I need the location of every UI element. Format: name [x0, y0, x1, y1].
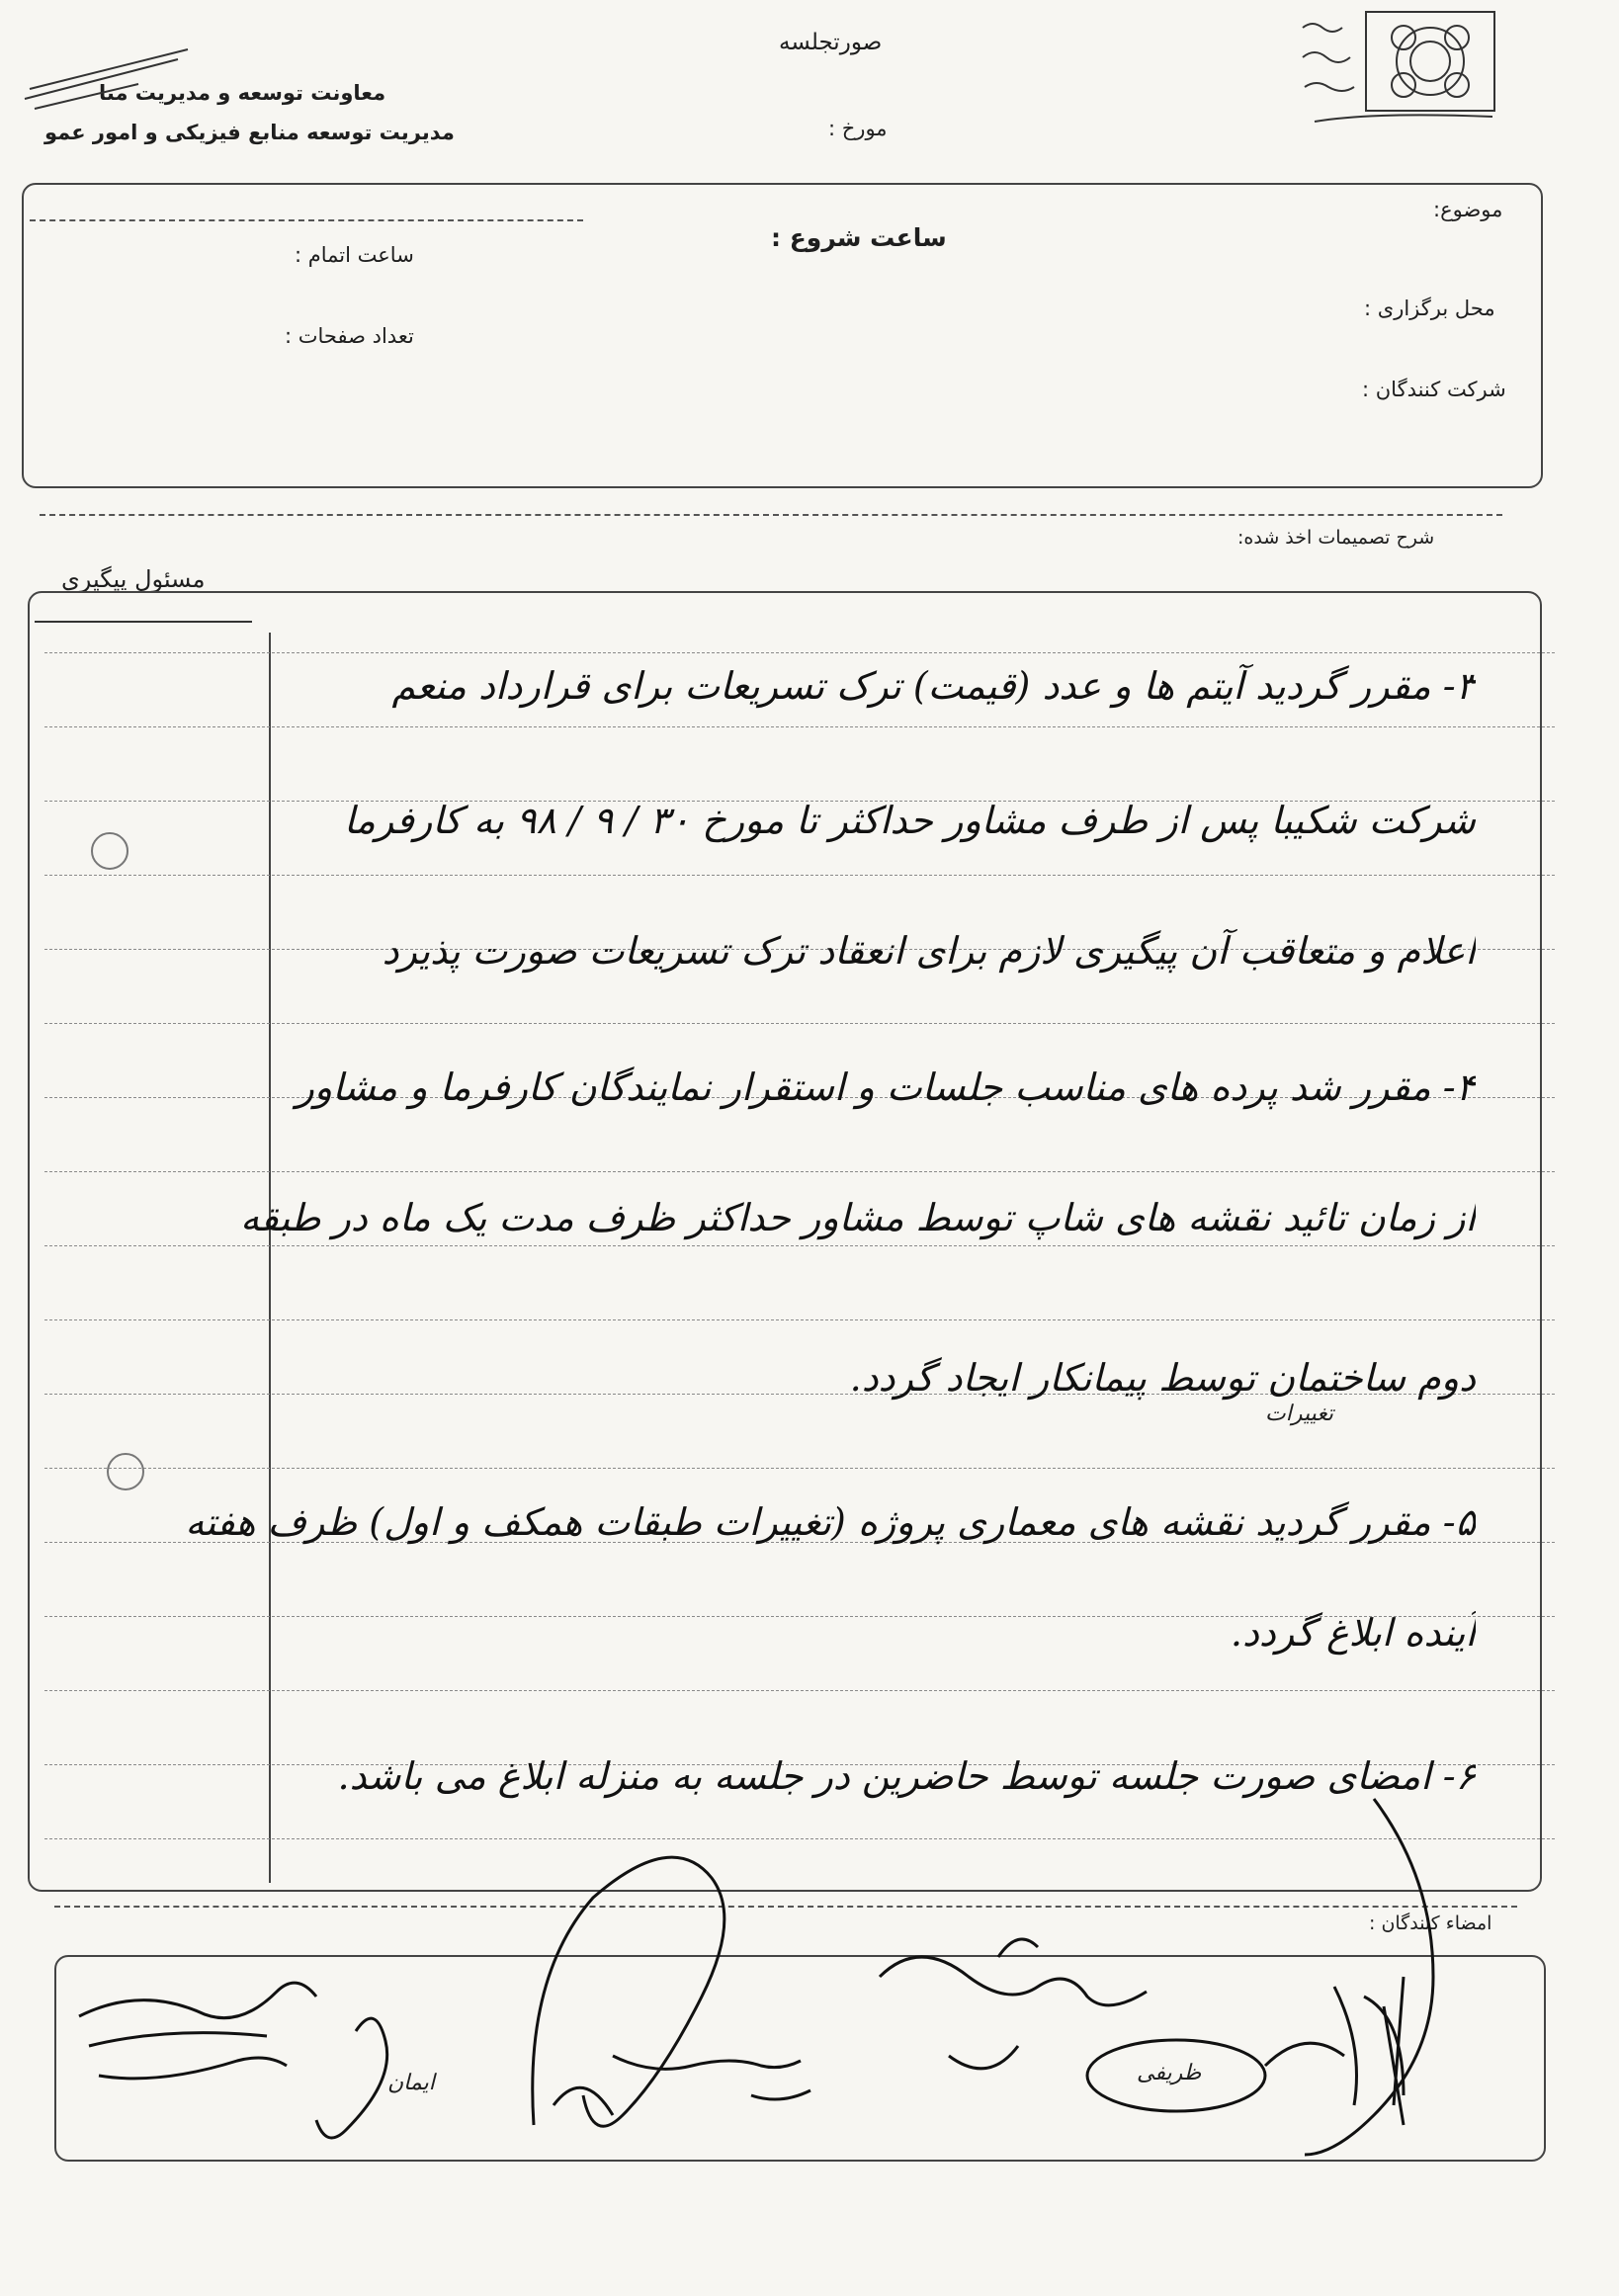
responsible-label: مسئول پیگیری	[61, 565, 206, 593]
decision-line: ۵- مقرر گردید نقشه های معماری پروژه (تغییرات طبقات همکف و اول) ظرف هفته	[185, 1500, 1476, 1544]
logo	[1295, 8, 1512, 136]
decision-line: اعلام و متعاقب آن پیگیری لازم برای انعقاد ترک تسریعات صورت پذیرد	[382, 929, 1476, 973]
decision-line: ۶- امضای صورت جلسه توسط حاضرین در جلسه به منزله ابلاغ می باشد.	[337, 1754, 1476, 1798]
start-time-label: ساعت شروع :	[771, 223, 947, 252]
decisions-box	[28, 591, 1542, 1892]
org-line-1: معاونت توسعه و مدیریت منا	[99, 81, 386, 105]
date-label: مورخ :	[828, 117, 888, 140]
decision-line: ۳- مقرر گردید آیتم ها و عدد (قیمت) ترک تسریعات برای قرارداد منعم	[391, 664, 1476, 708]
signature-name: ایمان	[387, 2071, 435, 2095]
subject-label: موضوع:	[1433, 198, 1503, 221]
decision-line: شرکت شکیبا پس از طرف مشاور حداکثر تا مورخ ۳۰ / ۹ / ۹۸ به کارفرما	[343, 799, 1476, 842]
decisions-label: شرح تصمیمات اخذ شده:	[1237, 527, 1435, 549]
participants-label: شرکت کنندگان :	[1362, 378, 1506, 401]
corner-mark	[20, 40, 198, 119]
signatures	[59, 1779, 1522, 2194]
signatures-label: امضاء کنندگان :	[1369, 1913, 1492, 1934]
end-time-label: ساعت اتمام :	[295, 243, 414, 267]
decision-line: آینده ابلاغ گردد.	[1230, 1611, 1476, 1655]
decision-line: ۴- مقرر شد پرده های مناسب جلسات و استقرار نمایندگان کارفرما و مشاور	[296, 1065, 1476, 1109]
decision-line: دوم ساختمان توسط پیمانکار ایجاد گردد.	[849, 1356, 1476, 1400]
pages-label: تعداد صفحات :	[285, 324, 414, 348]
decision-line: از زمان تائید نقشه های شاپ توسط مشاور حداکثر ظرف مدت یک ماه در طبقه	[240, 1196, 1476, 1239]
insert-note: تغییرات	[1265, 1402, 1333, 1426]
location-label: محل برگزاری :	[1364, 297, 1495, 320]
org-line-2: مدیریت توسعه منابع فیزیکی و امور عمو	[44, 121, 455, 144]
signature-name: ظریفی	[1137, 2061, 1202, 2085]
document-title: صورتجلسه	[779, 30, 883, 55]
binder-hole	[107, 1453, 144, 1490]
binder-hole	[91, 832, 128, 870]
